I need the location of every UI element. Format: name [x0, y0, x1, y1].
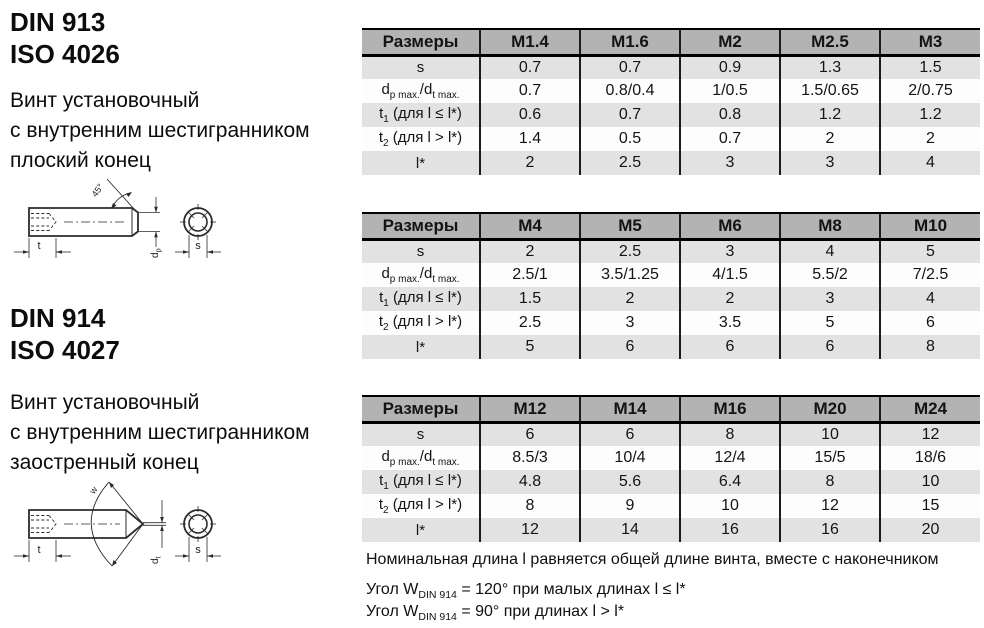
row-label: $t_2$ (для l > l*) — [378, 129, 463, 149]
dimensions-table-m1_4-m3 — [362, 28, 980, 175]
description-line: заостренный конец — [10, 451, 199, 474]
table-header-row — [362, 396, 980, 422]
dimension-cell: 2 — [580, 287, 680, 311]
dimension-cell: 10 — [880, 470, 980, 494]
row-label: s — [416, 426, 425, 444]
dimension-cell: 6 — [580, 335, 680, 359]
size-column-header: M24 — [880, 396, 980, 422]
dimension-cell: 18/6 — [880, 446, 980, 470]
dimension-cell: 7/2.5 — [880, 263, 980, 287]
dimension-cell: 12 — [480, 518, 580, 542]
row-label: $t_1$ (для l ≤ l*) — [379, 472, 462, 492]
dimension-cell: 6 — [580, 422, 680, 446]
table-row — [362, 263, 980, 287]
dimension-cell: 4 — [780, 239, 880, 263]
dimension-cell: 1.5 — [880, 55, 980, 79]
dimension-cell: 1.4 — [480, 127, 580, 151]
dimension-cell: 8 — [880, 335, 980, 359]
dimension-cell: 1.5/0.65 — [780, 79, 880, 103]
table-row — [362, 151, 980, 175]
dimension-cell: 2.5 — [580, 239, 680, 263]
row-label: s — [416, 59, 425, 77]
dimension-cell: 0.8 — [680, 103, 780, 127]
standard-title-din914 — [10, 302, 120, 366]
dimension-cell: 8 — [680, 422, 780, 446]
dimension-cell: 5.6 — [580, 470, 680, 494]
dimension-cell: 10/4 — [580, 446, 680, 470]
dimensions-header: Размеры — [362, 396, 480, 422]
dimension-cell: 12/4 — [680, 446, 780, 470]
row-label: $d_{p max.}/d_{t max.}$ — [381, 265, 460, 285]
size-column-header: M10 — [880, 213, 980, 239]
row-label: $d_{p max.}/d_{t max.}$ — [381, 448, 460, 468]
row-label: $t_2$ (для l > l*) — [378, 313, 463, 333]
dimension-cell: 2.5 — [480, 311, 580, 335]
dimension-cell: 0.8/0.4 — [580, 79, 680, 103]
size-column-header: M1.6 — [580, 29, 680, 55]
dimensions-table-m12-m24 — [362, 395, 980, 542]
dimension-cell: 8.5/3 — [480, 446, 580, 470]
dimensions-table-m4-m10 — [362, 212, 980, 359]
dimension-cell: 4/1.5 — [680, 263, 780, 287]
size-column-header: M20 — [780, 396, 880, 422]
dimension-cell: 5.5/2 — [780, 263, 880, 287]
dimension-cell: 0.6 — [480, 103, 580, 127]
size-column-header: M8 — [780, 213, 880, 239]
size-column-header: M16 — [680, 396, 780, 422]
row-label: l* — [415, 154, 426, 172]
table-row — [362, 55, 980, 79]
dimension-cell: 3 — [780, 151, 880, 175]
dimension-cell: 6 — [480, 422, 580, 446]
standard-line-din: DIN 914 — [10, 303, 106, 333]
dimension-cell: 3 — [780, 287, 880, 311]
dimension-cell: 3 — [680, 239, 780, 263]
dimension-cell: 14 — [580, 518, 680, 542]
table-row — [362, 79, 980, 103]
size-column-header: M6 — [680, 213, 780, 239]
table-row — [362, 127, 980, 151]
dimension-cell: 0.7 — [580, 103, 680, 127]
dimension-cell: 2 — [780, 127, 880, 151]
description-din914 — [10, 388, 310, 478]
dimension-cell: 4.8 — [480, 470, 580, 494]
table-header-row — [362, 29, 980, 55]
tip-diameter-label: $d_t$ — [150, 556, 163, 564]
standard-line-iso: ISO 4026 — [10, 39, 120, 69]
dimension-cell: 6.4 — [680, 470, 780, 494]
dimension-cell: 3 — [680, 151, 780, 175]
dimension-cell: 1.3 — [780, 55, 880, 79]
table-row — [362, 287, 980, 311]
dimension-cell: 15/5 — [780, 446, 880, 470]
dimension-cell: 4 — [880, 287, 980, 311]
dimension-cell: 3.5 — [680, 311, 780, 335]
dimension-cell: 0.7 — [480, 55, 580, 79]
size-column-header: M3 — [880, 29, 980, 55]
chamfer-angle-label: 45° — [89, 181, 106, 199]
dimension-cell: 2 — [480, 239, 580, 263]
size-column-header: M1.4 — [480, 29, 580, 55]
description-line: Винт установочный — [10, 391, 200, 414]
dimension-cell: 8 — [780, 470, 880, 494]
dimension-cell: 3 — [580, 311, 680, 335]
dimension-cell: 6 — [780, 335, 880, 359]
dimension-cell: 1.2 — [780, 103, 880, 127]
dimension-cell: 1.2 — [880, 103, 980, 127]
size-column-header: M14 — [580, 396, 680, 422]
dimension-cell: 0.7 — [480, 79, 580, 103]
dimension-cell: 5 — [880, 239, 980, 263]
dimension-cell: 10 — [780, 422, 880, 446]
flat-diameter-label: $d_p$ — [150, 248, 163, 258]
table-row — [362, 239, 980, 263]
dimension-cell: 16 — [780, 518, 880, 542]
description-line: Винт установочный — [10, 89, 200, 112]
socket-depth-label: t — [37, 240, 41, 252]
dimension-cell: 2.5/1 — [480, 263, 580, 287]
standard-title-din913 — [10, 6, 120, 70]
note-angle-120: Угол $W_{DIN 914} = 120^\circ$ при малых длинах l ≤ l* — [366, 581, 686, 602]
dimension-cell: 1.5 — [480, 287, 580, 311]
dimensions-header: Размеры — [362, 213, 480, 239]
dimension-cell: 20 — [880, 518, 980, 542]
dimension-cell: 6 — [880, 311, 980, 335]
description-din913 — [10, 86, 310, 176]
dimension-cell: 16 — [680, 518, 780, 542]
dimensions-header: Размеры — [362, 29, 480, 55]
table-row — [362, 518, 980, 542]
row-label: $t_1$ (для l ≤ l*) — [379, 289, 462, 309]
technical-drawing-cone-point — [8, 474, 243, 574]
dimension-cell: 5 — [780, 311, 880, 335]
table-header-row — [362, 213, 980, 239]
dimension-cell: 1/0.5 — [680, 79, 780, 103]
note-angle-90: Угол $W_{DIN 914} = 90^\circ$ при длинах l > l* — [366, 603, 625, 624]
description-line: плоский конец — [10, 149, 151, 172]
socket-depth-label: t — [37, 544, 41, 556]
dimension-cell: 12 — [880, 422, 980, 446]
dimension-cell: 0.7 — [680, 127, 780, 151]
table-row — [362, 494, 980, 518]
table-row — [362, 470, 980, 494]
dimension-cell: 9 — [580, 494, 680, 518]
dimension-cell: 5 — [480, 335, 580, 359]
dimension-cell: 15 — [880, 494, 980, 518]
hex-size-label: s — [195, 544, 201, 556]
row-label: l* — [415, 521, 426, 539]
table-row — [362, 103, 980, 127]
dimension-cell: 2/0.75 — [880, 79, 980, 103]
size-column-header: M2 — [680, 29, 780, 55]
table-row — [362, 311, 980, 335]
row-label: $t_1$ (для l ≤ l*) — [379, 105, 462, 125]
dimension-cell: 3.5/1.25 — [580, 263, 680, 287]
size-column-header: M2.5 — [780, 29, 880, 55]
technical-drawing-flat-point — [8, 172, 243, 264]
table-row — [362, 422, 980, 446]
cone-angle-label: w — [87, 484, 100, 496]
size-column-header: M4 — [480, 213, 580, 239]
dimension-cell: 2.5 — [580, 151, 680, 175]
dimension-cell: 2 — [480, 151, 580, 175]
table-row — [362, 335, 980, 359]
dimension-cell: 2 — [680, 287, 780, 311]
dimension-cell: 8 — [480, 494, 580, 518]
dimension-cell: 10 — [680, 494, 780, 518]
description-line: с внутренним шестигранником — [10, 421, 310, 444]
description-line: с внутренним шестигранником — [10, 119, 310, 142]
dimension-cell: 12 — [780, 494, 880, 518]
size-column-header: M5 — [580, 213, 680, 239]
dimension-cell: 0.7 — [580, 55, 680, 79]
row-label: l* — [415, 338, 426, 356]
dimension-cell: 2 — [880, 127, 980, 151]
note-nominal-length: Номинальная длина l равняется общей длине винта, вместе с наконечником — [366, 551, 939, 568]
hex-size-label: s — [195, 240, 201, 252]
table-row — [362, 446, 980, 470]
row-label: $d_{p max.}/d_{t max.}$ — [381, 81, 460, 101]
dimension-cell: 0.9 — [680, 55, 780, 79]
row-label: s — [416, 243, 425, 261]
row-label: $t_2$ (для l > l*) — [378, 496, 463, 516]
dimension-cell: 0.5 — [580, 127, 680, 151]
standard-line-iso: ISO 4027 — [10, 335, 120, 365]
dimension-cell: 6 — [680, 335, 780, 359]
size-column-header: M12 — [480, 396, 580, 422]
dimension-cell: 4 — [880, 151, 980, 175]
standard-line-din: DIN 913 — [10, 7, 106, 37]
